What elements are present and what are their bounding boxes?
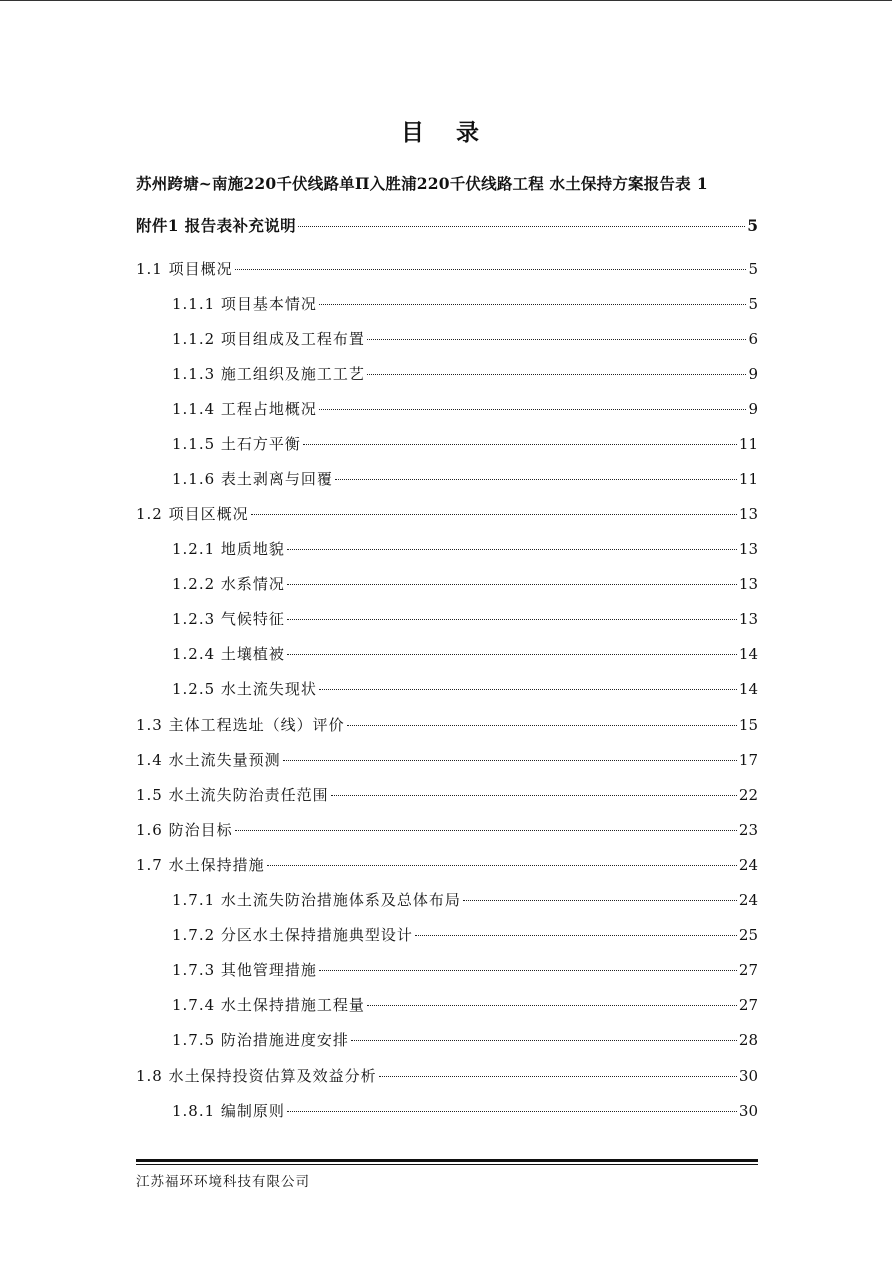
toc-entry-page: 13 xyxy=(738,505,758,523)
toc-entry-label: 1.7 水土保持措施 xyxy=(136,856,265,874)
toc-entry-page: 30 xyxy=(738,1067,758,1085)
toc-entry-page: 27 xyxy=(738,996,758,1014)
toc-entry[interactable] xyxy=(172,889,758,913)
dot-leader xyxy=(303,444,737,445)
toc-entry-label: 1.1.4 工程占地概况 xyxy=(172,400,317,418)
dot-leader xyxy=(287,1111,737,1112)
toc-entry[interactable] xyxy=(172,1100,758,1124)
dot-leader xyxy=(335,479,737,480)
toc-entry[interactable] xyxy=(136,258,758,282)
toc-entry-label: 1.6 防治目标 xyxy=(136,821,233,839)
dot-leader xyxy=(319,304,747,305)
dot-leader xyxy=(319,970,737,971)
toc-entry[interactable] xyxy=(172,608,758,632)
toc-entry-label: 1.1.5 土石方平衡 xyxy=(172,435,301,453)
toc-entry-page: 15 xyxy=(738,716,758,734)
toc-entry[interactable] xyxy=(172,678,758,702)
page-title: 目 录 xyxy=(400,120,491,146)
toc-entry-label: 1.7.5 防治措施进度安排 xyxy=(172,1031,349,1049)
toc-entry-label: 1.7.1 水土流失防治措施体系及总体布局 xyxy=(172,891,461,909)
toc-entry[interactable] xyxy=(172,1029,758,1053)
toc-entry-label: 1.2 项目区概况 xyxy=(136,505,249,523)
toc-entry-label: 1.7.3 其他管理措施 xyxy=(172,961,317,979)
toc-entry-page: 6 xyxy=(748,330,758,348)
toc-entry-label: 1.2.5 水土流失现状 xyxy=(172,680,317,698)
toc-entry-label: 附件1 报告表补充说明 xyxy=(136,216,297,235)
toc-entry-page: 5 xyxy=(747,216,758,235)
dot-leader xyxy=(319,409,747,410)
dot-leader xyxy=(367,374,747,375)
dot-leader xyxy=(367,1005,737,1006)
toc-entry-page: 11 xyxy=(738,470,758,488)
toc-entry[interactable] xyxy=(136,503,758,527)
dot-leader xyxy=(235,830,737,831)
page-top-border xyxy=(0,0,892,1)
dot-leader xyxy=(379,1076,737,1077)
toc-entry-page: 27 xyxy=(738,961,758,979)
toc-entry-label: 1.5 水土流失防治责任范围 xyxy=(136,786,329,804)
toc-title-entry[interactable] xyxy=(136,172,708,194)
toc-entry-label: 1.8 水土保持投资估算及效益分析 xyxy=(136,1067,377,1085)
toc-entry[interactable] xyxy=(136,1065,758,1089)
dot-leader xyxy=(287,619,737,620)
toc-entry-page: 13 xyxy=(738,575,758,593)
dot-leader xyxy=(283,760,737,761)
toc-entry-page: 5 xyxy=(748,260,758,278)
toc-entry-label: 1.2.2 水系情况 xyxy=(172,575,285,593)
toc-entry-page: 30 xyxy=(738,1102,758,1120)
toc-entry-page: 14 xyxy=(738,680,758,698)
toc-title-label: 苏州跨塘~南施220千伏线路单Π入胜浦220千伏线路工程 水土保持方案报告表 xyxy=(136,174,691,193)
dot-leader xyxy=(287,549,737,550)
toc-entry[interactable] xyxy=(136,214,758,238)
toc-entry-page: 28 xyxy=(738,1031,758,1049)
dot-leader xyxy=(267,865,737,866)
toc-entry[interactable] xyxy=(136,819,758,843)
dot-leader xyxy=(235,269,747,270)
dot-leader xyxy=(415,935,737,936)
toc-entry-label: 1.1.2 项目组成及工程布置 xyxy=(172,330,365,348)
toc-entry-page: 24 xyxy=(738,891,758,909)
toc-entry[interactable] xyxy=(172,328,758,352)
dot-leader xyxy=(287,584,737,585)
toc-entry[interactable] xyxy=(172,293,758,317)
toc-entry[interactable] xyxy=(136,714,758,738)
dot-leader xyxy=(367,339,747,340)
toc-entry-page: 22 xyxy=(738,786,758,804)
toc-entry[interactable] xyxy=(136,784,758,808)
dot-leader xyxy=(347,725,737,726)
toc-entry-label: 1.4 水土流失量预测 xyxy=(136,751,281,769)
toc-entry-page: 13 xyxy=(738,610,758,628)
toc-entry[interactable] xyxy=(172,433,758,457)
toc-entry[interactable] xyxy=(172,959,758,983)
footer-rule xyxy=(136,1159,758,1162)
toc-entry[interactable] xyxy=(172,994,758,1018)
dot-leader xyxy=(251,514,737,515)
dot-leader xyxy=(298,226,745,227)
toc-entry[interactable] xyxy=(136,749,758,773)
footer-rule-thin xyxy=(136,1164,758,1165)
toc-entry[interactable] xyxy=(172,538,758,562)
toc-entry-page: 11 xyxy=(738,435,758,453)
toc-entry-label: 1.1 项目概况 xyxy=(136,260,233,278)
toc-entry-label: 1.2.3 气候特征 xyxy=(172,610,285,628)
toc-entry-label: 1.7.2 分区水土保持措施典型设计 xyxy=(172,926,413,944)
toc-entry[interactable] xyxy=(172,468,758,492)
toc-entry-page: 24 xyxy=(738,856,758,874)
toc-entry-page: 17 xyxy=(738,751,758,769)
toc-entry[interactable] xyxy=(136,854,758,878)
toc-entry-page: 23 xyxy=(738,821,758,839)
toc-entry[interactable] xyxy=(172,924,758,948)
toc-entry-page: 5 xyxy=(748,295,758,313)
toc-entry-label: 1.2.1 地质地貌 xyxy=(172,540,285,558)
toc-title-page: 1 xyxy=(696,174,708,193)
footer-company: 江苏福环环境科技有限公司 xyxy=(136,1174,310,1190)
toc-entry-page: 13 xyxy=(738,540,758,558)
toc-entry-page: 9 xyxy=(748,400,758,418)
dot-leader xyxy=(351,1040,737,1041)
toc-entry[interactable] xyxy=(172,643,758,667)
toc-entry[interactable] xyxy=(172,573,758,597)
dot-leader xyxy=(331,795,737,796)
toc-entry-label: 1.7.4 水土保持措施工程量 xyxy=(172,996,365,1014)
toc-entry[interactable] xyxy=(172,398,758,422)
dot-leader xyxy=(319,689,737,690)
toc-entry-label: 1.8.1 编制原则 xyxy=(172,1102,285,1120)
toc-entry[interactable] xyxy=(172,363,758,387)
dot-leader xyxy=(287,654,737,655)
toc-entry-label: 1.1.6 表土剥离与回覆 xyxy=(172,470,333,488)
dot-leader xyxy=(463,900,737,901)
toc-entry-label: 1.3 主体工程选址（线）评价 xyxy=(136,716,345,734)
toc-entry-label: 1.2.4 土壤植被 xyxy=(172,645,285,663)
toc-entry-label: 1.1.3 施工组织及施工工艺 xyxy=(172,365,365,383)
toc-entry-label: 1.1.1 项目基本情况 xyxy=(172,295,317,313)
toc-entry-page: 9 xyxy=(748,365,758,383)
toc-entry-page: 14 xyxy=(738,645,758,663)
toc-entry-page: 25 xyxy=(738,926,758,944)
